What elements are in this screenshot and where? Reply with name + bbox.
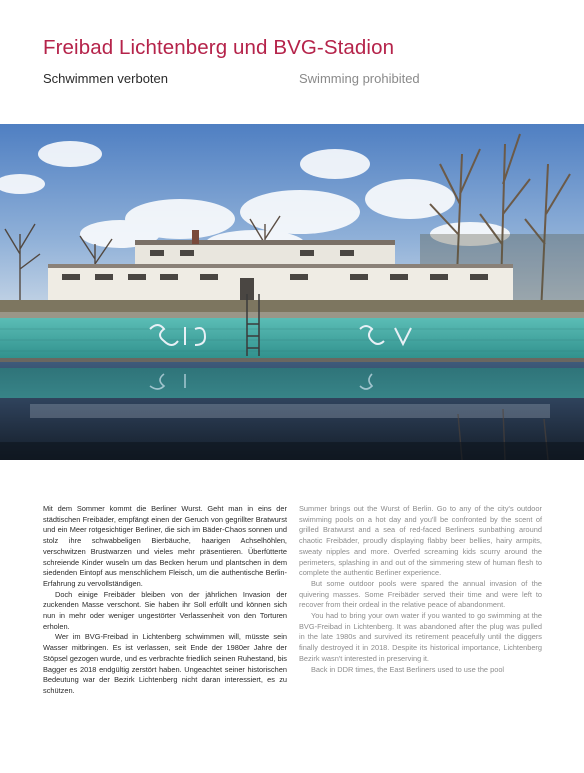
pool-illustration — [0, 124, 584, 460]
subtitle-german: Schwimmen verboten — [43, 71, 168, 86]
paragraph-de-3: Wer im BVG-Freibad in Lichtenberg schwimmen will, müsste sein Wasser mitbringen. Es ist verlassen, seit Ende der 1980er Jahre der Stöpsel gezogen wurde, und es verbrachte friedlich seinen Ruhestand, bis Bagger es 2018 endgültig zerstört haben. Ungeachtet seiner historischen Bedeutung war der Bezirk Lichtenberg nicht daran interessiert, es zu schützen. — [43, 632, 287, 695]
abandoned-pool-photo — [0, 124, 584, 460]
paragraph-de-2: Doch einige Freibäder bleiben von der jährlichen Invasion der zuckenden Masse verschont. Sie haben ihr Soll erfüllt und können sich nun in mehr oder weniger ungestörter Verlassenheit von den Torturen erholen. — [43, 589, 287, 631]
body-column-english — [299, 504, 542, 675]
paragraph-de-1: Mit dem Sommer kommt die Berliner Wurst. Geht man in eins der städtischen Freibäder, empfängt einen der Geruch von gegrillter Bratwurst und ein Meer rotgesichtiger Berliner, die sich im Bäder-Chaos sonnen und stolz ihre schwabbeligen Bierbäuche, haarigen Achselhöhlen, verschwitzen Brustwarzen und vieles mehr präsentieren. Überfütterte schreiende Kinder wuseln um das Becken herum und plantschen in dem siedenden Eintopf aus menschlichem Fleisch, um die authentische Berlin-Erfahrung zu vervollständigen. — [43, 504, 287, 588]
paragraph-en-4: Back in DDR times, the East Berliners used to use the pool — [311, 664, 505, 674]
paragraph-en-2: But some outdoor pools were spared the annual invasion of the quivering masses. Some Freibäder served their time and were left to recover from their ordeal in the relative peace of abandonment. — [299, 578, 542, 610]
body-column-german — [43, 504, 287, 697]
paragraph-en-3: You had to bring your own water if you wanted to go swimming at the BVG-Freibad in Lichtenberg. It was abandoned after the plug was pulled in the late 1980s and survived its retirement peacefully until the diggers finally destroyed it in 2018. Despite its historical importance, Lichtenberg Bezirk wasn't interested in preserving it. — [299, 611, 542, 663]
paragraph-en-1: Summer brings out the Wurst of Berlin. Go to any of the city's outdoor swimming pools on a hot day and you'll be confronted by the scent of grilled Bratwurst and a sea of red-faced Berliners sunbathing around chaotic Freibäder, proudly displaying flabby beer bellies, hairy armpits, sweaty nipples and more. Overfed screaming kids scurry around the perimeters, splashing in and out of the simmering stew of human flesh to complete the authentic Berliner experience. — [299, 504, 542, 578]
subtitle-english: Swimming prohibited — [299, 71, 420, 86]
page-title: Freibad Lichtenberg und BVG-Stadion — [43, 36, 395, 59]
